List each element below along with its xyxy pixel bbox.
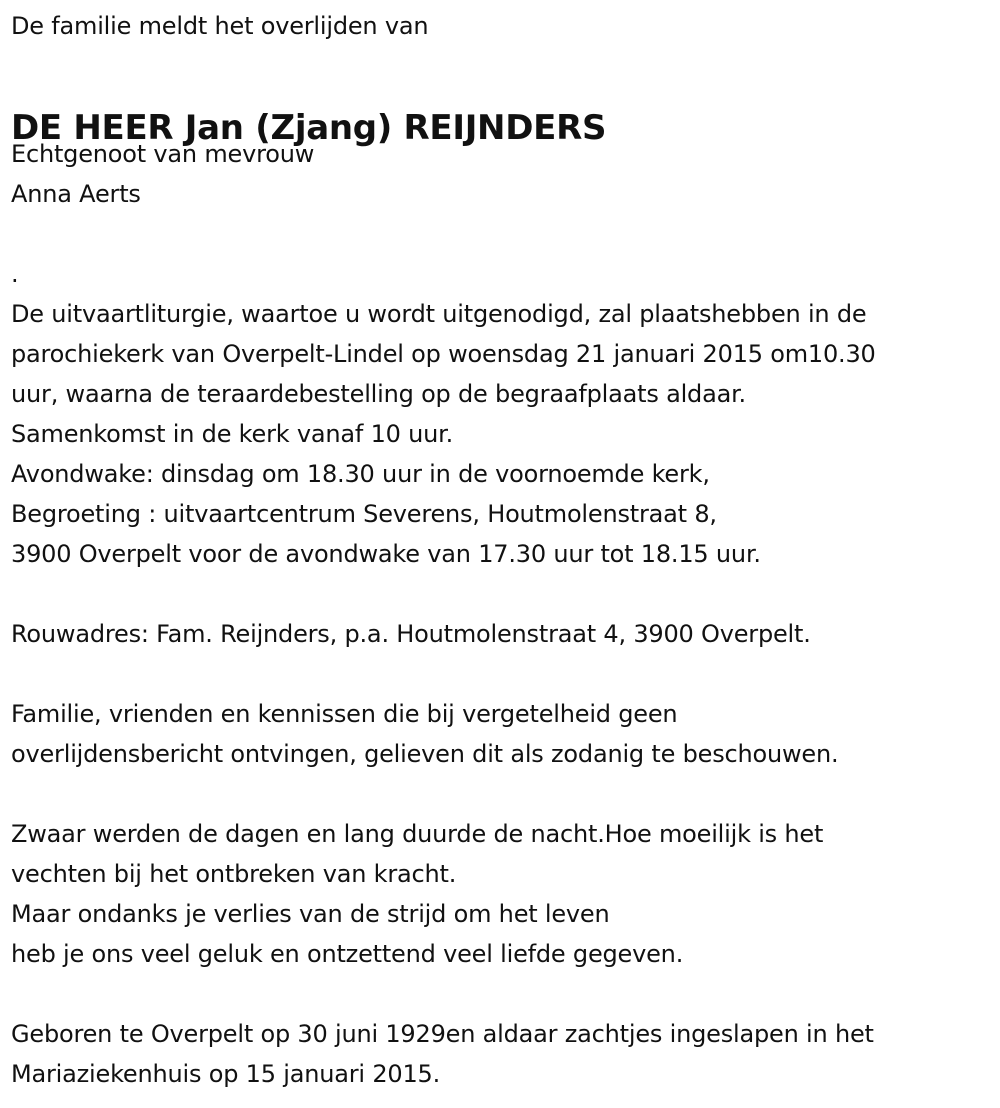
intro-text: De familie meldt het overlijden van	[11, 12, 429, 40]
ceremony-section	[11, 294, 876, 574]
ceremony-line: De uitvaartliturgie, waartoe u wordt uitgenodigd, zal plaatshebben in de	[11, 300, 867, 328]
greeting-line: 3900 Overpelt voor de avondwake van 17.30 uur tot 18.15 uur.	[11, 540, 761, 568]
poem-line: heb je ons veel geluk en ontzettend veel liefde gegeven.	[11, 940, 684, 968]
poem-line: Zwaar werden de dagen en lang duurde de nacht.Hoe moeilijk is het	[11, 820, 824, 848]
ceremony-line: Samenkomst in de kerk vanaf 10 uur.	[11, 420, 454, 448]
poem-section	[11, 814, 823, 974]
wake-line: Avondwake: dinsdag om 18.30 uur in de voornoemde kerk,	[11, 460, 710, 488]
ceremony-line: parochiekerk van Overpelt-Lindel op woensdag 21 januari 2015 om10.30	[11, 340, 876, 368]
mourning-address: Rouwadres: Fam. Reijnders, p.a. Houtmolenstraat 4, 3900 Overpelt.	[11, 620, 811, 648]
birth-line: Mariaziekenhuis op 15 januari 2015.	[11, 1060, 441, 1088]
greeting-line: Begroeting : uitvaartcentrum Severens, Houtmolenstraat 8,	[11, 500, 717, 528]
ceremony-line: uur, waarna de teraardebestelling op de begraafplaats aldaar.	[11, 380, 746, 408]
birth-death-section	[11, 1014, 874, 1094]
family-note-section	[11, 694, 838, 774]
spouse-name: Anna Aerts	[11, 180, 141, 208]
poem-line: vechten bij het ontbreken van kracht.	[11, 860, 457, 888]
spouse-section	[11, 134, 314, 214]
birth-line: Geboren te Overpelt op 30 juni 1929en aldaar zachtjes ingeslapen in het	[11, 1020, 874, 1048]
separator-dot: .	[11, 260, 19, 288]
family-note-line: overlijdensbericht ontvingen, gelieven dit als zodanig te beschouwen.	[11, 740, 839, 768]
family-note-line: Familie, vrienden en kennissen die bij vergetelheid geen	[11, 700, 678, 728]
poem-line: Maar ondanks je verlies van de strijd om het leven	[11, 900, 610, 928]
spouse-line: Echtgenoot van mevrouw	[11, 140, 315, 168]
deceased-name: DE HEER Jan (Zjang) REIJNDERS	[11, 107, 607, 148]
